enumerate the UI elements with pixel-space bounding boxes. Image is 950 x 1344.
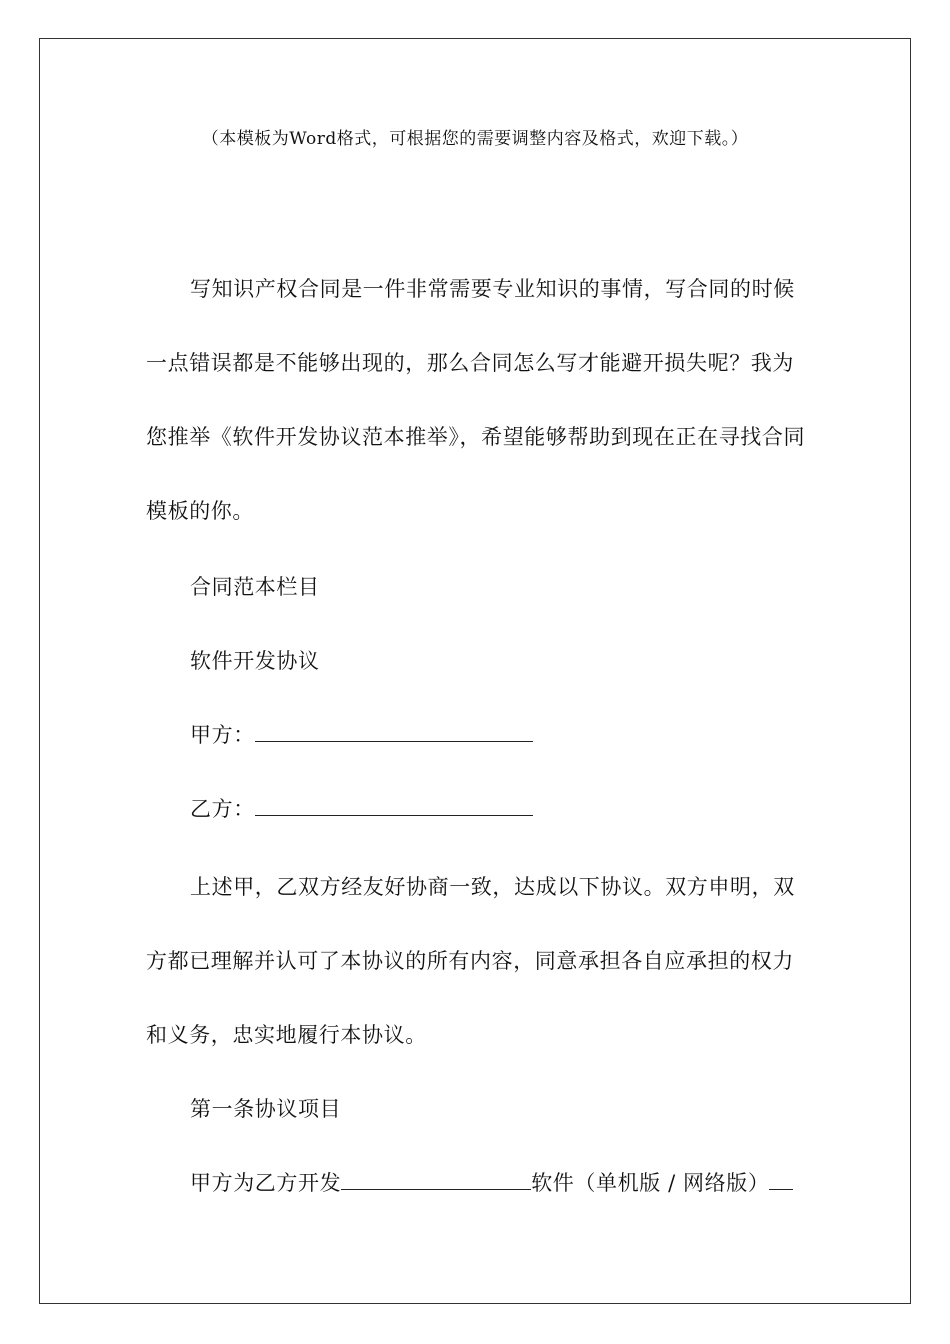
intro-paragraph xyxy=(146,252,806,548)
party-b-label: 乙方： xyxy=(190,797,255,821)
article-1-text-start: 甲方为乙方开发 xyxy=(190,1171,342,1195)
article-1-text-end: 软件（单机版 / 网络版） xyxy=(531,1171,770,1195)
section-heading: 合同范本栏目 xyxy=(190,575,320,599)
party-a-label: 甲方： xyxy=(190,723,255,747)
article-1-line xyxy=(146,1168,793,1198)
party-a-blank[interactable] xyxy=(255,723,533,742)
article-1-title: 第一条协议项目 xyxy=(190,1097,342,1121)
party-a-line xyxy=(146,720,533,750)
preamble-paragraph xyxy=(146,850,806,1072)
party-b-line xyxy=(146,794,533,824)
preamble-text: 上述甲，乙双方经友好协商一致，达成以下协议。双方申明，双方都已理解并认可了本协议的所有内容，同意承担各自应承担的权力和义务，忠实地履行本协议。 xyxy=(146,875,795,1047)
party-b-blank[interactable] xyxy=(255,797,533,816)
intro-text: 写知识产权合同是一件非常需要专业知识的事情，写合同的时候一点错误都是不能够出现的，那么合同怎么写才能避开损失呢？我为您推举《软件开发协议范本推举》，希望能够帮助到现在正在寻找合同模板的你。 xyxy=(146,277,806,523)
trailing-blank[interactable] xyxy=(769,1171,793,1190)
template-note: （本模板为Word格式，可根据您的需要调整内容及格式，欢迎下载。） xyxy=(201,129,749,149)
agreement-title: 软件开发协议 xyxy=(190,649,320,673)
software-name-blank[interactable] xyxy=(341,1171,531,1190)
